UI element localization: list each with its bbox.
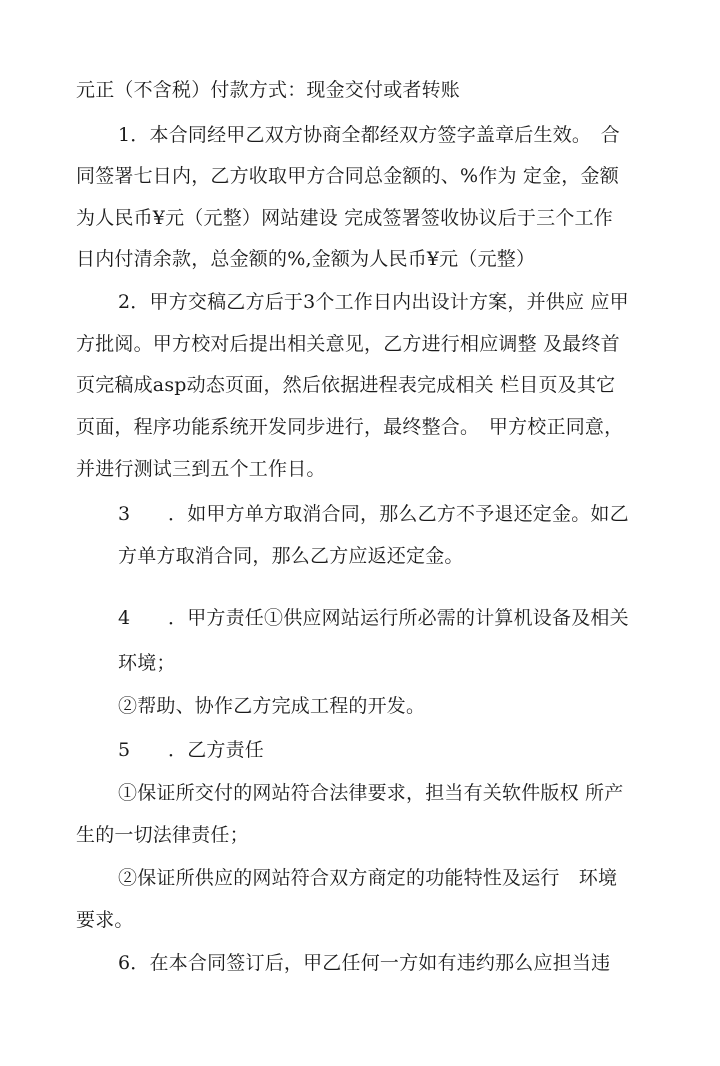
text-line [0,409,720,445]
text-line [0,817,720,853]
line-text: 1．本合同经甲乙双方协商全都经双方签字盖章后生效。 合 [118,124,620,146]
line-text: ．如甲方单方取消合同，那么乙方不予退还定金。如乙 [168,503,629,525]
text-line [0,451,720,487]
clause-5-line [0,732,720,768]
text-line [0,72,720,108]
line-text: 日内付清余款，总金额的%,金额为人民币¥元（元整） [76,248,536,270]
line-text: 元正（不含税）付款方式：现金交付或者转账 [76,79,461,101]
line-text: ．甲方责任①供应网站运行所必需的计算机设备及相关 [168,607,629,629]
text-line [0,645,720,681]
line-text: ．乙方责任 [168,739,265,761]
clause-2-line [0,284,720,320]
text-line [0,200,720,236]
line-text: ①保证所交付的网站符合法律要求，担当有关软件版权 所产 [118,782,624,804]
text-line [0,538,720,574]
line-text: 为人民币¥元（元整）网站建设 完成签署签收协议后于三个工作 [76,207,613,229]
line-text: ②保证所供应的网站符合双方商定的功能特性及运行 环境 [118,867,618,889]
clause-3-line [0,496,720,532]
text-line [0,775,720,811]
line-text: 页完稿成asp动态页面，然后依据进程表完成相关 栏目页及其它 [76,374,616,396]
line-text: 方批阅。甲方校对后提出相关意见，乙方进行相应调整 及最终首 [76,333,620,355]
clause-6-line [0,945,720,981]
text-line [0,367,720,403]
clause-number: 4 [118,607,131,629]
line-text: 页面，程序功能系统开发同步进行，最终整合。 甲方校正同意， [76,416,624,438]
line-text: 2．甲方交稿乙方后于3个工作日内出设计方案，并供应 应甲 [118,291,629,313]
line-text: 同签署七日内，乙方收取甲方合同总金额的、%作为 定金，金额 [76,165,619,187]
text-line [0,326,720,362]
clause-number: 3 [118,503,131,525]
text-line [0,241,720,277]
clause-number: 5 [118,739,131,761]
line-text: 生的一切法律责任； [76,824,249,846]
text-line [0,860,720,896]
line-text: 要求。 [76,909,134,931]
line-text: 方单方取消合同，那么乙方应返还定金。 [118,545,464,567]
text-line [0,158,720,194]
line-text: 并进行测试三到五个工作日。 [76,458,326,480]
clause-4-line [0,600,720,636]
line-text: 6．在本合同签订后，甲乙任何一方如有违约那么应担当违 [118,952,611,974]
line-text: ②帮助、协作乙方完成工程的开发。 [118,695,426,717]
line-text: 环境； [118,652,176,674]
clause-1-line [0,117,720,153]
text-line [0,688,720,724]
text-line [0,902,720,938]
